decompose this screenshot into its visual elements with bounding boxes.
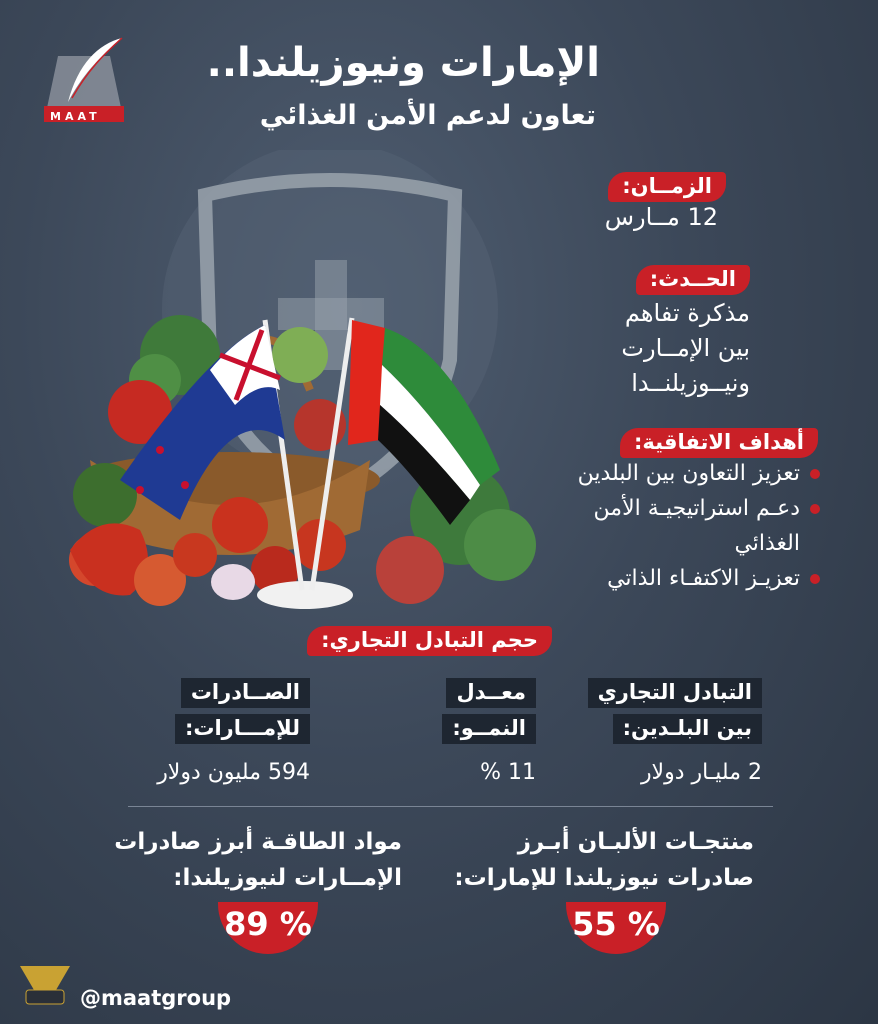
- time-value: 12 مــارس: [604, 203, 718, 231]
- page-subtitle: تعاون لدعم الأمن الغذائي: [259, 100, 596, 131]
- dairy-line1: منتجـات الألبـان أبـرز: [517, 829, 754, 855]
- divider: [128, 806, 773, 807]
- trade-total-label-line2: بين البلـدين:: [613, 714, 762, 744]
- page-title: الإمارات ونيوزيلندا..: [206, 40, 600, 86]
- trade-column-exports: [157, 678, 310, 785]
- highlight-dairy: [454, 824, 754, 896]
- time-label: الزمــان:: [608, 172, 726, 202]
- event-line: ونيــوزيلنــدا: [631, 369, 750, 397]
- goals-list: [578, 456, 820, 596]
- highlight-energy: [114, 824, 402, 896]
- social-handle[interactable]: @maatgroup: [80, 986, 232, 1010]
- energy-line2: الإمــارات لنيوزيلندا:: [173, 865, 402, 891]
- growth-label-line2: النمــو:: [442, 714, 536, 744]
- food-security-illustration: [30, 150, 550, 620]
- dairy-line2: صادرات نيوزيلندا للإمارات:: [454, 865, 754, 891]
- trade-column-total: [588, 678, 762, 785]
- trade-label: حجم التبادل التجاري:: [307, 626, 552, 656]
- goal-continuation: الغذائي: [734, 531, 800, 556]
- logo-text: MAAT: [50, 110, 101, 123]
- event-label: الحــدث:: [636, 265, 750, 295]
- trade-total-label-line1: التبادل التجاري: [588, 678, 762, 708]
- goal-item: دعـم استراتيجيـة الأمن: [578, 491, 820, 526]
- exports-value: 594 مليون دولار: [157, 760, 310, 785]
- goal-item: تعزيز التعاون بين البلدين: [578, 456, 820, 491]
- exports-label-line2: للإمـــارات:: [175, 714, 310, 744]
- energy-line1: مواد الطاقـة أبرز صادرات: [114, 829, 402, 855]
- event-line: بين الإمــارت: [621, 334, 750, 362]
- goal-item: تعزيـز الاكتفـاء الذاتي: [578, 561, 820, 596]
- growth-value: 11 %: [480, 760, 536, 785]
- trade-total-value: 2 مليـار دولار: [640, 760, 762, 785]
- trade-column-growth: [442, 678, 536, 785]
- growth-label-line1: معــدل: [446, 678, 536, 708]
- footer-emblem: [12, 960, 78, 1016]
- event-description: [621, 296, 750, 401]
- event-line: مذكرة تفاهم: [624, 299, 750, 327]
- goals-label: أهداف الاتفاقية:: [620, 428, 818, 458]
- energy-percent-badge: 89 %: [218, 902, 318, 954]
- exports-label-line1: الصــادرات: [181, 678, 310, 708]
- dairy-percent-badge: 55 %: [566, 902, 666, 954]
